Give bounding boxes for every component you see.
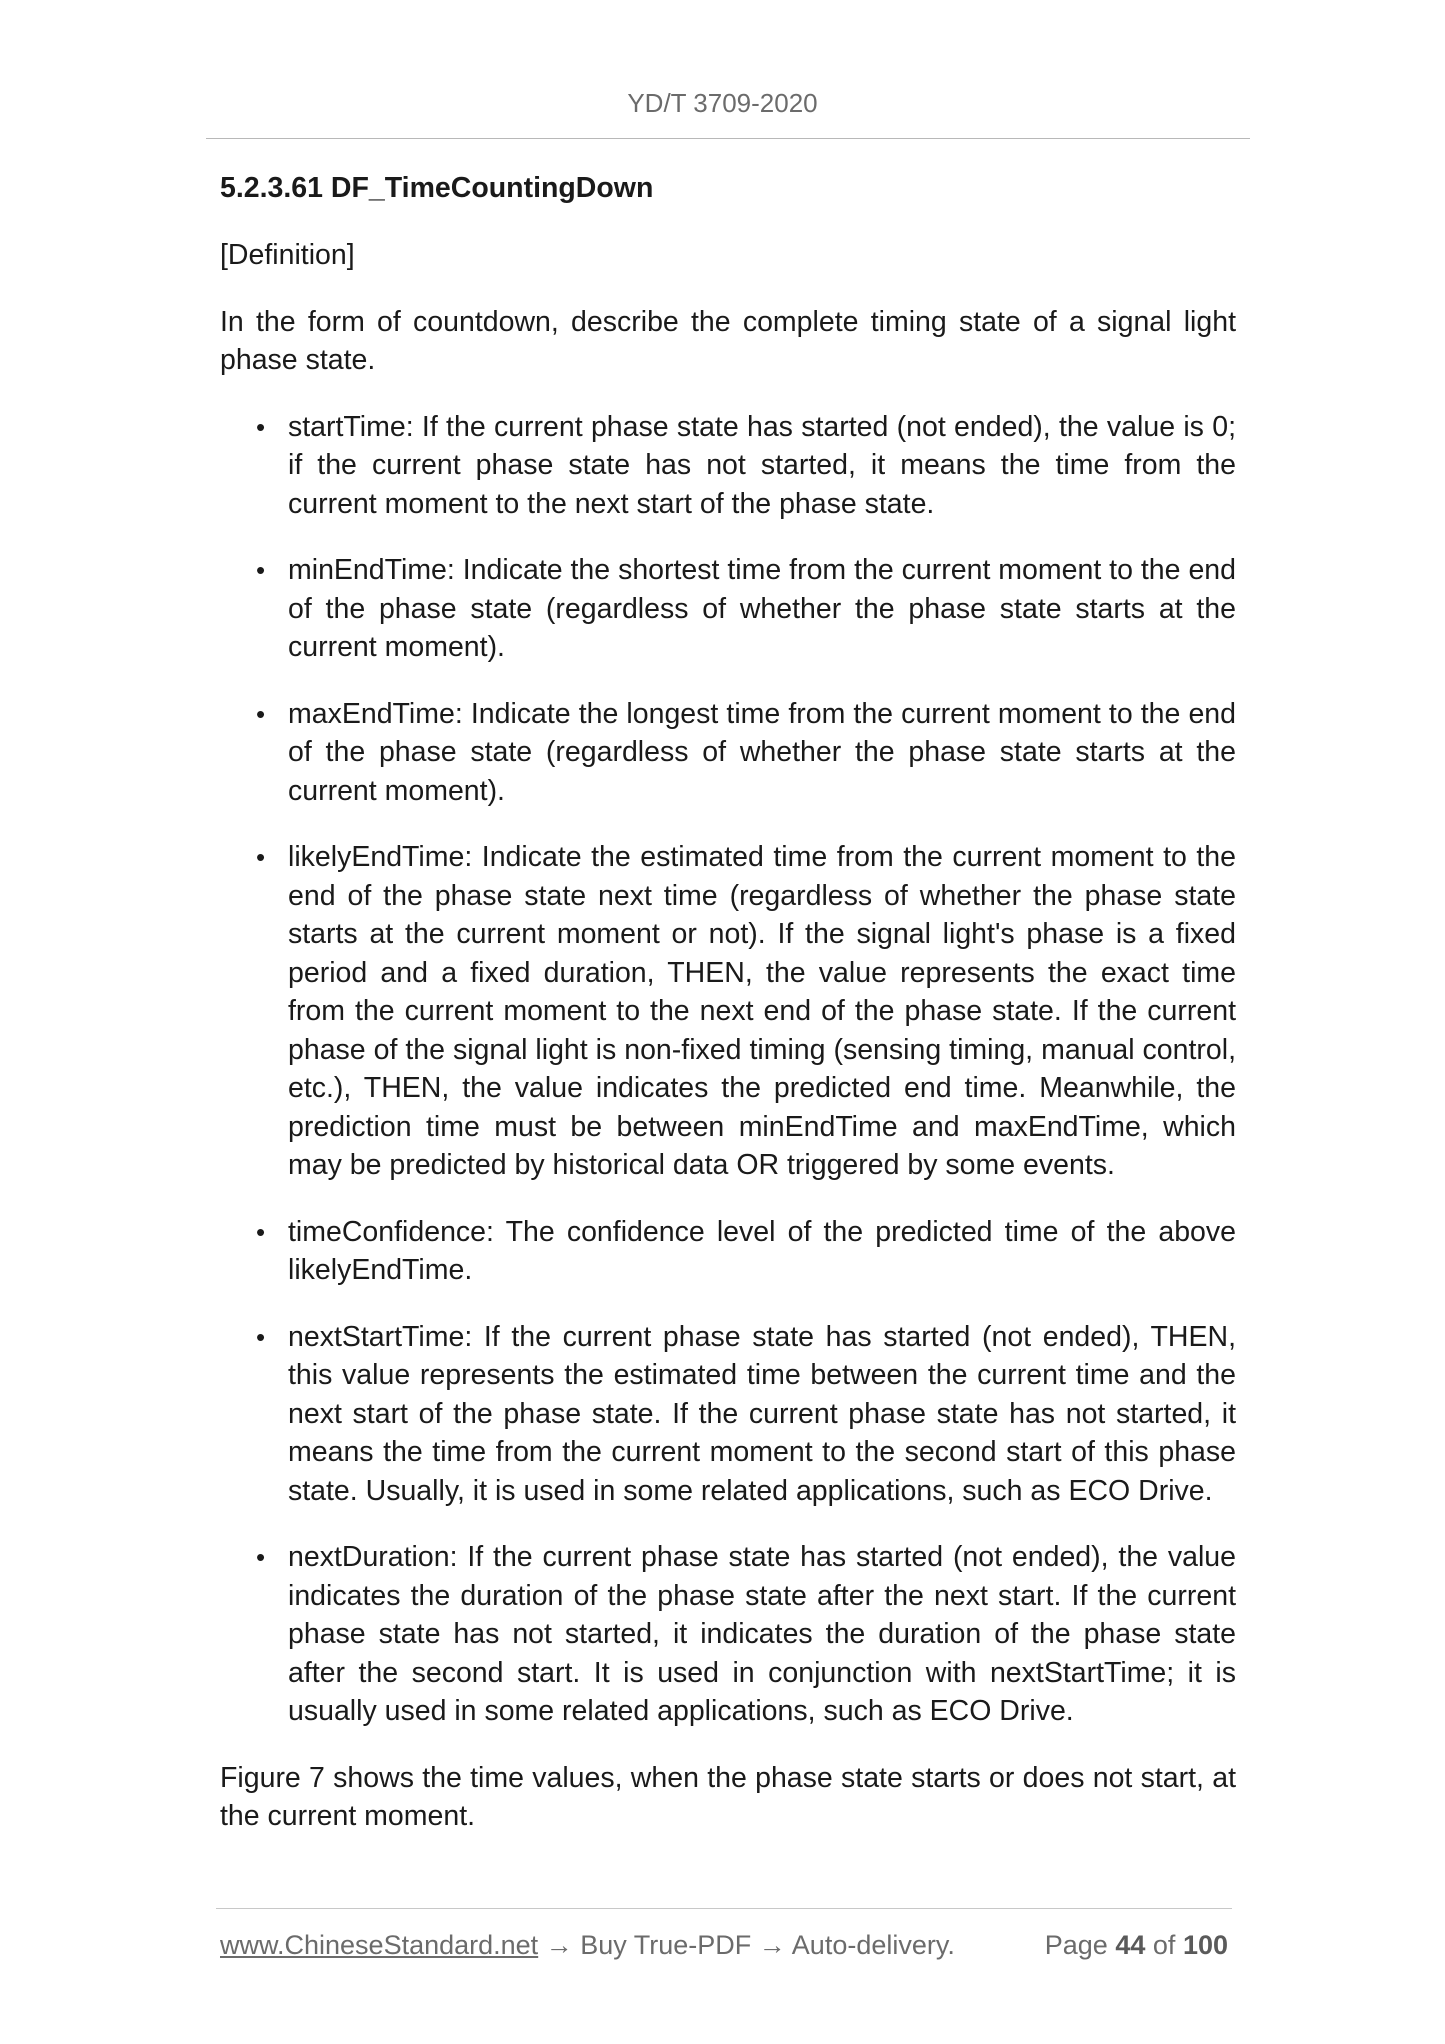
list-item-starttime	[220, 408, 1236, 524]
footer-promo	[220, 1930, 955, 1961]
page-total: 100	[1182, 1930, 1228, 1960]
list-item-nextstarttime	[220, 1318, 1236, 1511]
site-link[interactable]: www.ChineseStandard.net	[220, 1930, 539, 1960]
intro-paragraph: In the form of countdown, describe the complete timing state of a signal light phase state.	[220, 305, 1236, 376]
closing-paragraph: Figure 7 shows the time values, when the phase state starts or does not start, at the current moment.	[220, 1761, 1236, 1832]
list-item-text: maxEndTime: Indicate the longest time from the current moment to the end of the phase state (regardless of whether the phase state starts at the current moment).	[288, 697, 1236, 807]
bullet-icon: •	[256, 698, 266, 729]
bullet-icon: •	[256, 842, 266, 872]
buy-text: Buy True-PDF	[580, 1930, 752, 1960]
document-body	[220, 168, 1236, 1836]
footer-divider	[216, 1908, 1232, 1909]
section-title: 5.2.3.61 DF_TimeCountingDown	[220, 172, 654, 204]
bullet-icon: •	[256, 1542, 266, 1572]
list-item-text: timeConfidence: The confidence level of the predicted time of the above likelyEndTime.	[288, 1215, 1236, 1286]
bullet-icon: •	[256, 1321, 266, 1352]
bullet-icon: •	[256, 555, 266, 585]
list-item-nextduration	[220, 1538, 1236, 1731]
list-item-timeconfidence	[220, 1213, 1236, 1290]
arrow-right-icon: →	[545, 1930, 573, 1960]
list-item-text: startTime: If the current phase state has started (not ended), the value is 0; if the current phase state has not started, it means the time from the current moment to the next start of the phase state.	[288, 410, 1236, 520]
bullet-icon: •	[256, 1216, 266, 1247]
page-current: 44	[1115, 1930, 1146, 1960]
header-divider	[206, 138, 1250, 139]
delivery-text: Auto-delivery.	[791, 1930, 955, 1960]
arrow-right-icon: →	[758, 1930, 786, 1960]
page-footer	[220, 1930, 1228, 1961]
page-label: Page	[1044, 1930, 1108, 1960]
list-item-text: nextStartTime: If the current phase state has started (not ended), THEN, this value represents the estimated time between the current time and the next start of the phase state. If the current phase state has not started, it means the time from the current moment to the second start of this phase state. Usually, it is used in some related applications, such as ECO Drive.	[288, 1320, 1236, 1507]
list-item-text: nextDuration: If the current phase state has started (not ended), the value indicates the duration of the phase state after the next start. If the current phase state has not started, it indicates the duration of the phase state after the second start. It is used in conjunction with nextStartTime; it is usually used in some related applications, such as ECO Drive.	[288, 1541, 1236, 1727]
list-item-likelyendtime	[220, 838, 1236, 1185]
page-of-label: of	[1152, 1930, 1176, 1960]
page-number	[1045, 1930, 1228, 1961]
list-item-text: minEndTime: Indicate the shortest time from the current moment to the end of the phase state (regardless of whether the phase state starts at the current moment).	[288, 554, 1236, 663]
bullet-icon: •	[256, 411, 266, 442]
list-item-text: likelyEndTime: Indicate the estimated time from the current moment to the end of the phase state next time (regardless of whether the phase state starts at the current moment or not). If the signal light's phase is a fixed period and a fixed duration, THEN, the value represents the exact time from the current moment to the next end of the phase state. If the current phase of the signal light is non-fixed timing (sensing timing, manual control, etc.), THEN, the value indicates the predicted end time. Meanwhile, the prediction time must be between minEndTime and maxEndTime, which may be predicted by historical data OR triggered by some events.	[288, 841, 1236, 1181]
list-item-maxendtime	[220, 695, 1236, 811]
field-definition-list	[220, 408, 1236, 1731]
list-item-minendtime	[220, 551, 1236, 667]
document-header: YD/T 3709-2020	[627, 88, 818, 118]
definition-label: [Definition]	[220, 239, 355, 271]
